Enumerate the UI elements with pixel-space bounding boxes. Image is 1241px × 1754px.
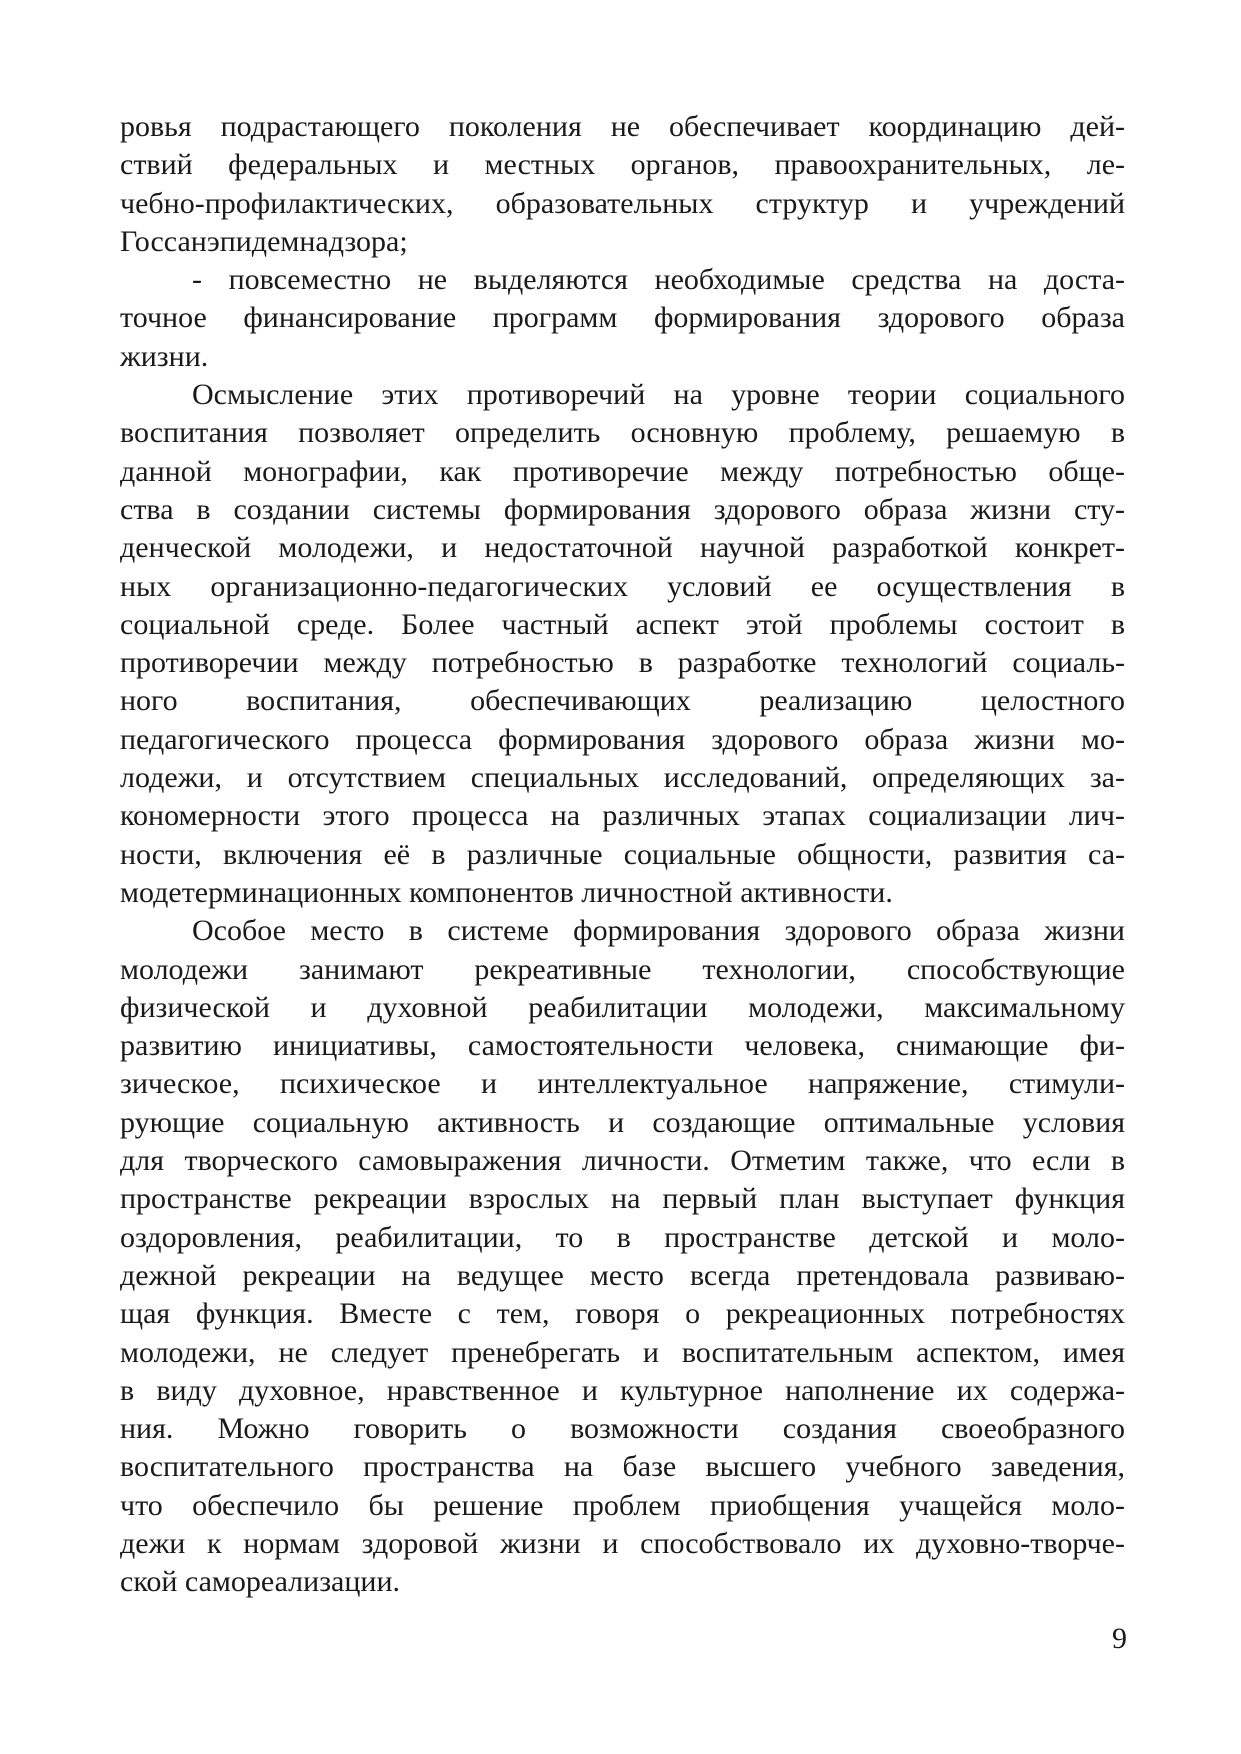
text-line: пространстве рекреации взрослых на первый план выступает функция bbox=[120, 1182, 1125, 1216]
text-line: ствий федеральных и местных органов, правоохранительных, ле- bbox=[120, 148, 1125, 182]
text-line: воспитания позволяет определить основную проблему, решаемую в bbox=[120, 416, 1125, 450]
text-line: ных организационно-педагогических условий ее осуществления в bbox=[120, 569, 1125, 603]
text-line: воспитательного пространства на базе высшего учебного заведения, bbox=[120, 1450, 1125, 1484]
text-line: социальной среде. Более частный аспект этой проблемы состоит в bbox=[120, 607, 1125, 641]
text-line: дежной рекреации на ведущее место всегда претендовала развиваю- bbox=[120, 1258, 1125, 1292]
text-line: молодежи занимают рекреативные технологии, способствующие bbox=[120, 952, 1125, 986]
text-line: лодежи, и отсутствием специальных исследований, определяющих за- bbox=[120, 761, 1125, 795]
text-line: противоречии между потребностью в разработке технологий социаль- bbox=[120, 646, 1125, 680]
text-line: рующие социальную активность и создающие оптимальные условия bbox=[120, 1105, 1125, 1139]
text-line: - повсеместно не выделяются необходимые средства на доста- bbox=[192, 263, 1125, 297]
paragraph bbox=[120, 376, 1125, 912]
text-line: молодежи, не следует пренебрегать и воспитательным аспектом, имея bbox=[120, 1335, 1125, 1369]
text-line: для творческого самовыражения личности. Отметим также, что если в bbox=[120, 1144, 1125, 1178]
text-line: физической и духовной реабилитации молодежи, максимальному bbox=[120, 990, 1125, 1024]
text-line: зическое, психическое и интеллектуальное напряжение, стимули- bbox=[120, 1067, 1125, 1101]
text-line: ного воспитания, обеспечивающих реализацию целостного bbox=[120, 684, 1125, 718]
text-line: точное финансирование программ формирования здорового образа bbox=[120, 301, 1125, 335]
text-line: модетерминационных компонентов личностной активности. bbox=[120, 875, 893, 909]
text-line: ской самореализации. bbox=[120, 1565, 401, 1599]
text-line: Осмысление этих противоречий на уровне теории социального bbox=[192, 378, 1125, 412]
text-line: ровья подрастающего поколения не обеспечивает координацию дей- bbox=[120, 110, 1125, 143]
paragraph bbox=[120, 108, 1125, 261]
text-line: ства в создании системы формирования здорового образа жизни сту- bbox=[120, 492, 1125, 526]
text-line: что обеспечило бы решение проблем приобщения учащейся моло- bbox=[120, 1488, 1125, 1522]
text-line: ния. Можно говорить о возможности создания своеобразного bbox=[120, 1412, 1125, 1446]
paragraph bbox=[120, 912, 1125, 1601]
text-line: Госсанэпидемнадзора; bbox=[120, 224, 408, 258]
text-line: щая функция. Вместе с тем, говоря о рекреационных потребностях bbox=[120, 1297, 1125, 1331]
text-line: развитию инициативы, самостоятельности человека, снимающие фи- bbox=[120, 1029, 1125, 1063]
text-line: кономерности этого процесса на различных этапах социализации лич- bbox=[120, 799, 1125, 833]
text-line: денческой молодежи, и недостаточной научной разработкой конкрет- bbox=[120, 531, 1125, 565]
text-line: дежи к нормам здоровой жизни и способствовало их духовно-творче- bbox=[120, 1526, 1125, 1560]
page-number: 9 bbox=[1112, 1622, 1127, 1655]
text-line: данной монографии, как противоречие между потребностью обще- bbox=[120, 454, 1125, 488]
body-text bbox=[120, 108, 1125, 1602]
text-line: Особое место в системе формирования здорового образа жизни bbox=[192, 914, 1125, 948]
text-line: в виду духовное, нравственное и культурное наполнение их содержа- bbox=[120, 1373, 1125, 1407]
text-line: жизни. bbox=[120, 339, 209, 373]
text-line: чебно-профилактических, образовательных структур и учреждений bbox=[120, 186, 1125, 220]
paragraph bbox=[120, 261, 1125, 376]
text-line: ности, включения её в различные социальные общности, развития са- bbox=[120, 837, 1125, 871]
text-line: педагогического процесса формирования здорового образа жизни мо- bbox=[120, 722, 1125, 756]
text-line: оздоровления, реабилитации, то в пространстве детской и моло- bbox=[120, 1220, 1125, 1254]
